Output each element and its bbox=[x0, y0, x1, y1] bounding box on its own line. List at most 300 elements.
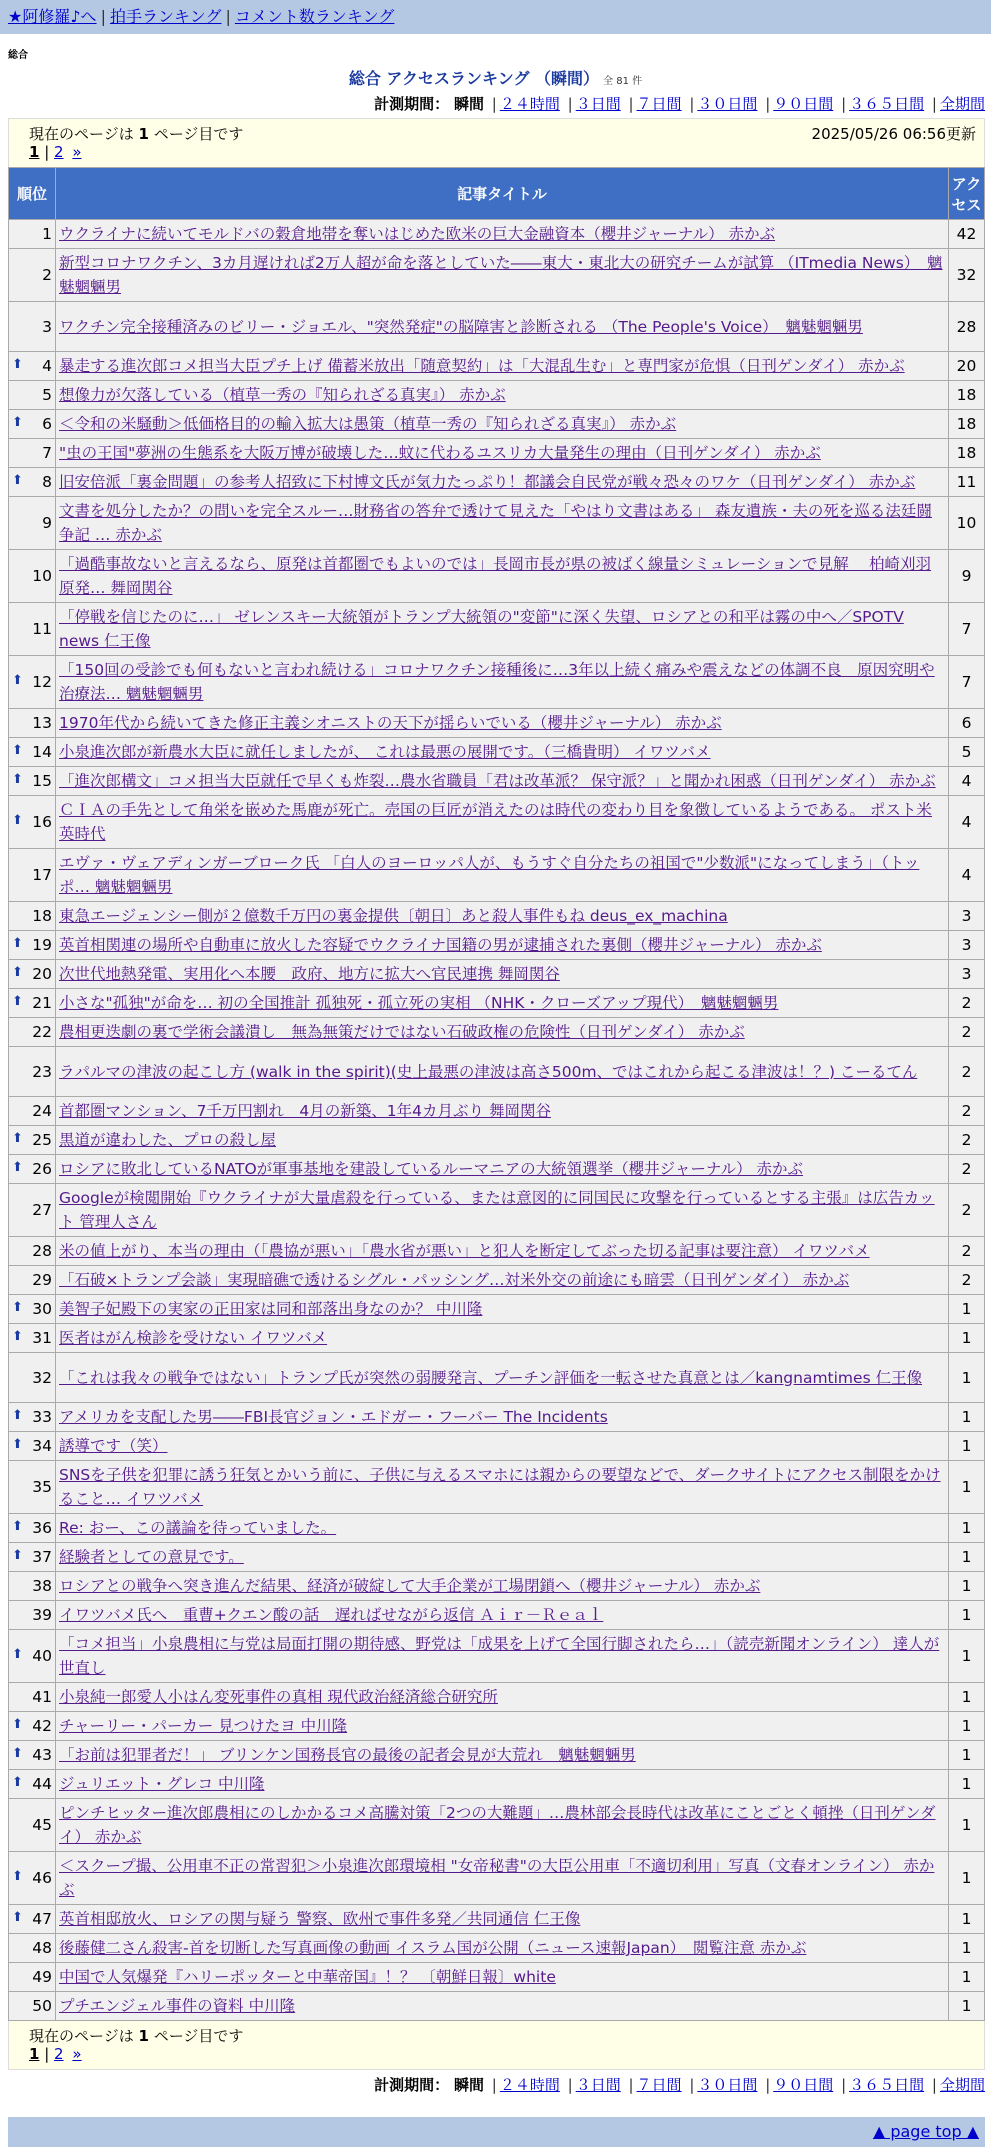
rank-number: 9 bbox=[42, 514, 52, 532]
period-link-all[interactable]: 全期間 bbox=[939, 95, 985, 113]
rank-number: 33 bbox=[32, 1408, 52, 1426]
period-selector-top: 計測期間： 瞬間 | ２４時間 | ３日間 | ７日間 | ３０日間 | ９０日間 | ３６５日間 | 全期間 bbox=[374, 95, 985, 113]
title-cell bbox=[56, 1097, 949, 1126]
rank-number: 8 bbox=[42, 473, 52, 491]
up-arrow-icon: ⬆ bbox=[12, 1746, 23, 1761]
page-link-2-bottom[interactable]: 2 bbox=[54, 2045, 64, 2063]
table-row bbox=[9, 1461, 985, 1514]
rank-cell bbox=[9, 381, 56, 410]
title-cell bbox=[56, 1934, 949, 1963]
rank-number: 48 bbox=[32, 1939, 52, 1957]
title-cell bbox=[56, 352, 949, 381]
article-link[interactable]: 「コメ担当」小泉農相に与党は局面打開の期待感、野党は「成果を上げて全国行脚されたら…」（読売新聞オンライン） 達人が世直し bbox=[59, 1635, 940, 1677]
up-arrow-icon: ⬆ bbox=[12, 743, 23, 758]
title-cell bbox=[56, 1461, 949, 1514]
page-next-link-bottom[interactable]: » bbox=[72, 2045, 82, 2063]
rank-number: 49 bbox=[32, 1968, 52, 1986]
table-row bbox=[9, 931, 985, 960]
rank-cell bbox=[9, 1712, 56, 1741]
article-link[interactable]: エヴァ・ヴェアディンガーブローク氏 「白人のヨーロッパ人が、もうすぐ自分たちの祖国で"少数派"になってしまう」（トッポ… 魑魅魍魎男 bbox=[59, 854, 920, 896]
access-count: 1 bbox=[949, 1324, 985, 1353]
rank-number: 43 bbox=[32, 1746, 52, 1764]
article-link[interactable]: 小さな"孤独"が命を… 初の全国推計 孤独死・孤立死の実相 （NHK・クローズアップ現代） 魑魅魍魎男 bbox=[59, 994, 779, 1012]
access-count: 1 bbox=[949, 1461, 985, 1514]
table-row bbox=[9, 220, 985, 249]
page-link-2[interactable]: 2 bbox=[54, 143, 64, 161]
access-count: 1 bbox=[949, 1770, 985, 1799]
article-link[interactable]: 「過酷事故ないと言えるなら、原発は首都圏でもよいのでは」長岡市長が県の被ばく線量シミュレーションで見解 柏崎刈羽原発… 舞岡関谷 bbox=[59, 555, 932, 597]
rank-cell bbox=[9, 931, 56, 960]
article-link[interactable]: 誘導です（笑） bbox=[59, 1437, 168, 1455]
rank-number: 23 bbox=[32, 1062, 52, 1081]
rank-number: 37 bbox=[32, 1548, 52, 1566]
access-count: 28 bbox=[949, 302, 985, 352]
rank-cell bbox=[9, 1461, 56, 1514]
table-row bbox=[9, 1126, 985, 1155]
article-link[interactable]: ウクライナに続いてモルドバの穀倉地帯を奪いはじめた欧米の巨大金融資本（櫻井ジャーナル） 赤かぶ bbox=[59, 225, 776, 243]
total-count: 全 81 件 bbox=[603, 76, 643, 87]
article-link[interactable]: 「石破×トランプ会談」実現暗礁で透けるシグル・パッシング…対米外交の前途にも暗雲（日刊ゲンダイ） 赤かぶ bbox=[59, 1271, 850, 1289]
title-cell bbox=[56, 410, 949, 439]
article-link[interactable]: 英首相邸放火、ロシアの関与疑う 警察、欧州で事件多発／共同通信 仁王像 bbox=[59, 1910, 581, 1928]
rank-number: 7 bbox=[42, 444, 52, 462]
rank-cell bbox=[9, 1184, 56, 1237]
rank-cell bbox=[9, 1770, 56, 1799]
period-label: 計測期間： bbox=[374, 95, 450, 113]
access-count: 3 bbox=[949, 960, 985, 989]
period-link-7d[interactable]: ７日間 bbox=[636, 95, 682, 113]
table-row bbox=[9, 1601, 985, 1630]
period-link-7d-bottom[interactable]: ７日間 bbox=[636, 2076, 682, 2094]
rank-cell bbox=[9, 1353, 56, 1403]
title-cell bbox=[56, 1630, 949, 1683]
rank-number: 1 bbox=[42, 225, 52, 243]
period-link-365d-bottom[interactable]: ３６５日間 bbox=[849, 2076, 925, 2094]
rank-number: 45 bbox=[32, 1816, 52, 1834]
rank-cell bbox=[9, 603, 56, 656]
access-count: 11 bbox=[949, 468, 985, 497]
article-link[interactable]: "虫の王国"夢洲の生態系を大阪万博が破壊した…蚊に代わるユスリカ大量発生の理由（日刊ゲンダイ） 赤かぶ bbox=[59, 444, 821, 462]
access-count: 1 bbox=[949, 1432, 985, 1461]
title-cell bbox=[56, 439, 949, 468]
rank-number: 20 bbox=[32, 965, 52, 983]
period-link-24h[interactable]: ２４時間 bbox=[499, 95, 560, 113]
table-row bbox=[9, 1237, 985, 1266]
access-count: 4 bbox=[949, 796, 985, 849]
article-link[interactable]: ワクチン完全接種済みのビリー・ジョエル、"突然発症"の脳障害と診断される （The People's Voice） 魑魅魍魎男 bbox=[59, 317, 863, 336]
article-link[interactable]: Googleが検閲開始『ウクライナが大量虐殺を行っている、または意図的に同国民に攻撃を行っているとする主張』は広告カット 管理人さん bbox=[59, 1189, 935, 1231]
up-arrow-icon: ⬆ bbox=[12, 1548, 23, 1563]
access-count: 18 bbox=[949, 410, 985, 439]
access-count: 10 bbox=[949, 497, 985, 550]
access-count: 18 bbox=[949, 439, 985, 468]
access-count: 32 bbox=[949, 249, 985, 302]
rank-number: 26 bbox=[32, 1160, 52, 1178]
rank-cell bbox=[9, 1403, 56, 1432]
article-link[interactable]: 暴走する進次郎コメ担当大臣プチ上げ 備蓄米放出「随意契約」は「大混乱生む」と専門家が危惧（日刊ゲンダイ） 赤かぶ bbox=[59, 357, 905, 375]
article-link[interactable]: 「停戦を信じたのに…」 ゼレンスキー大統領がトランプ大統領の"変節"に深く失望、ロシアとの和平は霧の中へ／SPOTV news 仁王像 bbox=[59, 608, 904, 650]
rank-cell bbox=[9, 1266, 56, 1295]
title-cell bbox=[56, 1543, 949, 1572]
rank-cell bbox=[9, 1126, 56, 1155]
footer-bar bbox=[8, 2117, 985, 2147]
article-link[interactable]: 1970年代から続いてきた修正主義シオニストの天下が揺らいでいる（櫻井ジャーナル） 赤かぶ bbox=[59, 714, 722, 732]
rank-cell bbox=[9, 1097, 56, 1126]
article-link[interactable]: 小泉進次郎が新農水大臣に就任しましたが、 これは最悪の展開です。（三橋貴明） イワツバメ bbox=[59, 743, 711, 761]
article-link[interactable]: 東急エージェンシー側が２億数千万円の裏金提供〔朝日〕あと殺人事件もね deus_ex_machina bbox=[59, 907, 728, 925]
period-link-3d[interactable]: ３日間 bbox=[575, 95, 621, 113]
rank-number: 30 bbox=[32, 1300, 52, 1318]
header-rank: 順位 bbox=[9, 168, 56, 220]
table-row bbox=[9, 1934, 985, 1963]
rank-cell bbox=[9, 497, 56, 550]
article-link[interactable]: 黒道が違わした、プロの殺し屋 bbox=[59, 1131, 277, 1149]
rank-number: 29 bbox=[32, 1271, 52, 1289]
rank-number: 15 bbox=[32, 772, 52, 790]
period-link-30d-bottom[interactable]: ３０日間 bbox=[697, 2076, 758, 2094]
title-cell bbox=[56, 1514, 949, 1543]
rank-number: 25 bbox=[32, 1131, 52, 1149]
article-link[interactable]: 小泉純一郎愛人小はん変死事件の真相 現代政治経済総合研究所 bbox=[59, 1688, 498, 1706]
up-arrow-icon: ⬆ bbox=[12, 813, 23, 828]
title-cell bbox=[56, 738, 949, 767]
rank-number: 22 bbox=[32, 1023, 52, 1041]
access-count: 4 bbox=[949, 767, 985, 796]
article-link[interactable]: 新型コロナワクチン、3カ月遅ければ2万人超が命を落としていた――東大・東北大の研究チームが試算 （ITmedia News） 魑魅魍魎男 bbox=[59, 254, 943, 296]
rank-number: 38 bbox=[32, 1577, 52, 1595]
title-cell bbox=[56, 656, 949, 709]
table-row bbox=[9, 439, 985, 468]
title-cell bbox=[56, 1266, 949, 1295]
article-link[interactable]: 農相更迭劇の裏で学術会議潰し 無為無策だけではない石破政権の危険性（日刊ゲンダイ） 赤かぶ bbox=[59, 1023, 745, 1041]
table-row bbox=[9, 709, 985, 738]
access-count: 2 bbox=[949, 1047, 985, 1097]
rank-cell bbox=[9, 1905, 56, 1934]
rank-cell bbox=[9, 1963, 56, 1992]
article-link[interactable]: イワツバメ氏へ 重曹+クエン酸の話 遅ればせながら返信 Ａｉｒ－Ｒｅａｌ bbox=[59, 1606, 604, 1624]
rank-number: 39 bbox=[32, 1606, 52, 1624]
access-count: 2 bbox=[949, 1266, 985, 1295]
access-count: 1 bbox=[949, 1572, 985, 1601]
rank-cell bbox=[9, 1601, 56, 1630]
rank-cell bbox=[9, 220, 56, 249]
up-arrow-icon: ⬆ bbox=[12, 965, 23, 980]
rank-cell bbox=[9, 1295, 56, 1324]
title-cell bbox=[56, 989, 949, 1018]
table-row bbox=[9, 849, 985, 902]
table-row bbox=[9, 1799, 985, 1852]
rank-number: 5 bbox=[42, 386, 52, 404]
table-row bbox=[9, 249, 985, 302]
pager-top: 現在のページは 1 ページ目です 2025/05/26 06:56更新 1 | 2 » bbox=[8, 118, 985, 167]
rank-number: 6 bbox=[42, 415, 52, 433]
title-cell bbox=[56, 1126, 949, 1155]
rank-cell bbox=[9, 1934, 56, 1963]
table-row bbox=[9, 738, 985, 767]
period-link-3d-bottom[interactable]: ３日間 bbox=[575, 2076, 621, 2094]
access-count: 9 bbox=[949, 550, 985, 603]
title-cell bbox=[56, 603, 949, 656]
table-row bbox=[9, 989, 985, 1018]
rank-cell bbox=[9, 1514, 56, 1543]
page-title-text: 総合 アクセスランキング （瞬間） bbox=[348, 69, 600, 88]
rank-cell bbox=[9, 302, 56, 352]
article-link[interactable]: 次世代地熱発電、実用化へ本腰 政府、地方に拡大へ官民連携 舞岡関谷 bbox=[59, 965, 560, 983]
rank-cell bbox=[9, 1155, 56, 1184]
top-nav: ★阿修羅♪へ | 拍手ランキング | コメント数ランキング bbox=[0, 0, 991, 34]
table-row bbox=[9, 1852, 985, 1905]
article-link[interactable]: 美智子妃殿下の実家の正田家は同和部落出身なのか？ 中川隆 bbox=[59, 1300, 483, 1318]
nav-link-clap-ranking[interactable]: 拍手ランキング bbox=[109, 7, 222, 26]
table-row bbox=[9, 1992, 985, 2021]
ranking-table bbox=[8, 167, 985, 2021]
rank-cell bbox=[9, 1432, 56, 1461]
period-current-bottom: 瞬間 bbox=[453, 2076, 484, 2094]
article-link[interactable]: ピンチヒッター進次郎農相にのしかかるコメ高騰対策「2つの大難題」…農林部会長時代は改革にことごとく頓挫（日刊ゲンダイ） 赤かぶ bbox=[59, 1804, 936, 1846]
rank-cell bbox=[9, 656, 56, 709]
table-row bbox=[9, 352, 985, 381]
article-link[interactable]: 「150回の受診でも何もないと言われ続ける」コロナワクチン接種後に…3年以上続く痛みや震えなどの体調不良 原因究明や治療法… 魑魅魍魎男 bbox=[59, 661, 935, 703]
title-cell bbox=[56, 1237, 949, 1266]
access-count: 18 bbox=[949, 381, 985, 410]
article-link[interactable]: 後藤健二さん殺害-首を切断した写真画像の動画 イスラム国が公開（ニュース速報Japan） 閲覧注意 赤かぶ bbox=[59, 1939, 807, 1957]
rank-cell bbox=[9, 439, 56, 468]
table-row bbox=[9, 302, 985, 352]
title-cell bbox=[56, 1155, 949, 1184]
rank-number: 14 bbox=[32, 743, 52, 761]
rank-number: 27 bbox=[32, 1201, 52, 1219]
rank-cell bbox=[9, 1018, 56, 1047]
table-row bbox=[9, 1155, 985, 1184]
access-count: 2 bbox=[949, 1237, 985, 1266]
table-row bbox=[9, 1630, 985, 1683]
article-link[interactable]: ロシアとの戦争へ突き進んだ結果、経済が破綻して大手企業が工場閉鎖へ（櫻井ジャーナル） 赤かぶ bbox=[59, 1577, 761, 1595]
up-arrow-icon: ⬆ bbox=[12, 1408, 23, 1423]
access-count: 1 bbox=[949, 1963, 985, 1992]
up-arrow-icon: ⬆ bbox=[12, 415, 23, 430]
rank-cell bbox=[9, 989, 56, 1018]
title-cell bbox=[56, 381, 949, 410]
rank-number: 50 bbox=[32, 1997, 52, 2015]
article-link[interactable]: SNSを子供を犯罪に誘う狂気とかいう前に、子供に与えるスマホには親からの要望などで、ダークサイトにアクセス制限をかけること… イワツバメ bbox=[59, 1466, 941, 1508]
access-count: 2 bbox=[949, 1097, 985, 1126]
up-arrow-icon: ⬆ bbox=[12, 1131, 23, 1146]
table-row bbox=[9, 1741, 985, 1770]
title-cell bbox=[56, 302, 949, 352]
rank-number: 32 bbox=[32, 1368, 52, 1387]
rank-cell bbox=[9, 738, 56, 767]
up-arrow-icon: ⬆ bbox=[12, 772, 23, 787]
title-cell bbox=[56, 1572, 949, 1601]
article-link[interactable]: ラパルマの津波の起こし方 (walk in the spirit)(史上最悪の津波は高さ500m、ではこれから起こる津波は！？) こーるてん bbox=[59, 1062, 918, 1081]
access-count: 1 bbox=[949, 1543, 985, 1572]
access-count: 1 bbox=[949, 1295, 985, 1324]
up-arrow-icon: ⬆ bbox=[12, 1160, 23, 1175]
title-cell bbox=[56, 1683, 949, 1712]
article-link[interactable]: ロシアに敗北しているNATOが軍事基地を建設しているルーマニアの大統領選挙（櫻井ジャーナル） 赤かぶ bbox=[59, 1160, 804, 1178]
title-cell bbox=[56, 1905, 949, 1934]
title-cell bbox=[56, 497, 949, 550]
rank-cell bbox=[9, 1324, 56, 1353]
up-arrow-icon: ⬆ bbox=[12, 1519, 23, 1534]
title-cell bbox=[56, 1741, 949, 1770]
rank-cell bbox=[9, 709, 56, 738]
article-link[interactable]: チャーリー・パーカー 見つけたヨ 中川隆 bbox=[59, 1717, 348, 1735]
rank-number: 34 bbox=[32, 1437, 52, 1455]
nav-link-asyura[interactable]: ★阿修羅♪へ bbox=[8, 7, 97, 26]
access-count: 1 bbox=[949, 1934, 985, 1963]
table-row bbox=[9, 960, 985, 989]
table-row bbox=[9, 1712, 985, 1741]
table-row bbox=[9, 1770, 985, 1799]
article-link[interactable]: 「進次郎構文」コメ担当大臣就任で早くも炸裂…農水省職員「君は改革派？ 保守派？」と聞かれ困惑（日刊ゲンダイ） 赤かぶ bbox=[59, 772, 936, 790]
up-arrow-icon: ⬆ bbox=[12, 673, 23, 688]
rank-cell bbox=[9, 1237, 56, 1266]
up-arrow-icon: ⬆ bbox=[12, 1437, 23, 1452]
article-link[interactable]: 「これは我々の戦争ではない」トランプ氏が突然の弱腰発言、プーチン評価を一転させた真意とは／kangnamtimes 仁王像 bbox=[59, 1368, 923, 1387]
rank-number: 46 bbox=[32, 1869, 52, 1887]
access-count: 1 bbox=[949, 1741, 985, 1770]
access-count: 3 bbox=[949, 902, 985, 931]
article-link[interactable]: 英首相関連の場所や自動車に放火した容疑でウクライナ国籍の男が逮捕された裏側（櫻井ジャーナル） 赤かぶ bbox=[59, 936, 822, 954]
rank-cell bbox=[9, 960, 56, 989]
access-count: 2 bbox=[949, 1184, 985, 1237]
article-link[interactable]: 文書を処分したか？の問いを完全スルー…財務省の答弁で透けて見えた「やはり文書はある」 森友遺族・夫の死を巡る法廷闘争記 … 赤かぶ bbox=[59, 502, 932, 544]
table-row bbox=[9, 468, 985, 497]
rank-cell bbox=[9, 1799, 56, 1852]
rank-number: 18 bbox=[32, 907, 52, 925]
rank-number: 2 bbox=[42, 266, 52, 284]
article-link[interactable]: ジュリエット・グレコ 中川隆 bbox=[59, 1775, 265, 1793]
table-row bbox=[9, 1432, 985, 1461]
period-selector-bottom: 計測期間： 瞬間 | ２４時間 | ３日間 | ７日間 | ３０日間 | ９０日間 | ３６５日間 | 全期間 bbox=[374, 2076, 985, 2094]
period-link-90d[interactable]: ９０日間 bbox=[773, 95, 834, 113]
page-top-link[interactable]: ▲ page top ▲ bbox=[872, 2122, 979, 2141]
article-link[interactable]: 米の値上がり、本当の理由（「農協が悪い」「農水省が悪い」と犯人を断定してぶった切る記事は要注意） イワツバメ bbox=[59, 1242, 870, 1260]
up-arrow-icon: ⬆ bbox=[12, 357, 23, 372]
rank-cell bbox=[9, 1741, 56, 1770]
table-row bbox=[9, 1097, 985, 1126]
up-arrow-icon: ⬆ bbox=[12, 994, 23, 1009]
access-count: 1 bbox=[949, 1799, 985, 1852]
up-arrow-icon: ⬆ bbox=[12, 1910, 23, 1925]
period-link-30d[interactable]: ３０日間 bbox=[697, 95, 758, 113]
table-header-row bbox=[9, 168, 985, 220]
rank-number: 35 bbox=[32, 1478, 52, 1496]
access-count: 1 bbox=[949, 1712, 985, 1741]
table-row bbox=[9, 656, 985, 709]
article-link[interactable]: 医者はがん検診を受けない イワツバメ bbox=[59, 1329, 328, 1347]
title-cell bbox=[56, 796, 949, 849]
title-cell bbox=[56, 468, 949, 497]
period-link-24h-bottom[interactable]: ２４時間 bbox=[499, 2076, 560, 2094]
article-link[interactable]: プチエンジェル事件の資料 中川隆 bbox=[59, 1997, 296, 2015]
rank-cell bbox=[9, 410, 56, 439]
article-link[interactable]: 首都圏マンション、7千万円割れ 4月の新築、1年4カ月ぶり 舞岡関谷 bbox=[59, 1102, 551, 1120]
rank-cell bbox=[9, 796, 56, 849]
rank-number: 24 bbox=[32, 1102, 52, 1120]
table-row bbox=[9, 1295, 985, 1324]
table-row bbox=[9, 550, 985, 603]
up-arrow-icon: ⬆ bbox=[12, 1300, 23, 1315]
rank-cell bbox=[9, 468, 56, 497]
rank-number: 28 bbox=[32, 1242, 52, 1260]
title-cell bbox=[56, 220, 949, 249]
article-link[interactable]: ＜スクープ撮、公用車不正の常習犯＞小泉進次郎環境相 "女帝秘書"の大臣公用車「不適切利用」写真（文春オンライン） 赤かぶ bbox=[59, 1857, 935, 1899]
rank-number: 19 bbox=[32, 936, 52, 954]
pager-bottom: 現在のページは 1 ページ目です 1 | 2 » bbox=[8, 2021, 985, 2070]
rank-number: 13 bbox=[32, 714, 52, 732]
nav-link-comment-ranking[interactable]: コメント数ランキング bbox=[234, 7, 395, 26]
article-link[interactable]: 経験者としての意見です。 bbox=[59, 1548, 244, 1566]
table-row bbox=[9, 1963, 985, 1992]
article-link[interactable]: Re: おー、この議論を待っていました。 bbox=[59, 1519, 337, 1537]
title-cell bbox=[56, 767, 949, 796]
table-row bbox=[9, 1683, 985, 1712]
rank-cell bbox=[9, 902, 56, 931]
up-arrow-icon: ⬆ bbox=[12, 1647, 23, 1662]
period-label-bottom: 計測期間： bbox=[374, 2076, 450, 2094]
title-cell bbox=[56, 1852, 949, 1905]
access-count: 5 bbox=[949, 738, 985, 767]
access-count: 3 bbox=[949, 931, 985, 960]
access-count: 42 bbox=[949, 220, 985, 249]
period-link-all-bottom[interactable]: 全期間 bbox=[939, 2076, 985, 2094]
rank-cell bbox=[9, 352, 56, 381]
title-cell bbox=[56, 1963, 949, 1992]
period-link-90d-bottom[interactable]: ９０日間 bbox=[773, 2076, 834, 2094]
title-cell bbox=[56, 1712, 949, 1741]
title-cell bbox=[56, 709, 949, 738]
access-count: 1 bbox=[949, 1601, 985, 1630]
access-count: 20 bbox=[949, 352, 985, 381]
article-link[interactable]: ＜令和の米騒動＞低価格目的の輸入拡大は愚策（植草一秀の『知られざる真実』） 赤かぶ bbox=[59, 415, 677, 433]
page-next-link[interactable]: » bbox=[72, 143, 82, 161]
access-count: 2 bbox=[949, 1155, 985, 1184]
access-count: 1 bbox=[949, 1683, 985, 1712]
table-row bbox=[9, 1047, 985, 1097]
title-cell bbox=[56, 1324, 949, 1353]
access-count: 1 bbox=[949, 1852, 985, 1905]
page-current: 1 bbox=[29, 143, 40, 161]
article-link[interactable]: 「お前は犯罪者だ！」 ブリンケン国務長官の最後の記者会見が大荒れ 魑魅魍魎男 bbox=[59, 1746, 636, 1764]
article-link[interactable]: 中国で人気爆発『ハリーポッターと中華帝国』！？ 〔朝鮮日報〕white bbox=[59, 1968, 556, 1986]
up-arrow-icon: ⬆ bbox=[12, 473, 23, 488]
article-link[interactable]: 想像力が欠落している（植草一秀の『知られざる真実』） 赤かぶ bbox=[59, 386, 506, 404]
access-count: 1 bbox=[949, 1403, 985, 1432]
rank-number: 3 bbox=[42, 317, 52, 336]
rank-cell bbox=[9, 550, 56, 603]
article-link[interactable]: アメリカを支配した男――FBI長官ジョン・エドガー・フーバー The Incidents bbox=[59, 1408, 608, 1426]
up-arrow-icon: ⬆ bbox=[12, 1717, 23, 1732]
title-cell bbox=[56, 1601, 949, 1630]
table-row bbox=[9, 1572, 985, 1601]
title-cell bbox=[56, 931, 949, 960]
rank-number: 16 bbox=[32, 813, 52, 831]
table-row bbox=[9, 497, 985, 550]
article-link[interactable]: 旧安倍派「裏金問題」の参考人招致に下村博文氏が気力たっぷり！都議会自民党が戦々恐々のワケ（日刊ゲンダイ） 赤かぶ bbox=[59, 473, 916, 491]
access-count: 1 bbox=[949, 1630, 985, 1683]
up-arrow-icon: ⬆ bbox=[12, 1329, 23, 1344]
table-row bbox=[9, 767, 985, 796]
rank-cell bbox=[9, 249, 56, 302]
title-cell bbox=[56, 902, 949, 931]
article-link[interactable]: ＣＩＡの手先として角栄を嵌めた馬鹿が死亡。売国の巨匠が消えたのは時代の変わり目を象徴しているようである。 ポスト米英時代 bbox=[59, 801, 932, 843]
access-count: 1 bbox=[949, 1514, 985, 1543]
rank-number: 42 bbox=[32, 1717, 52, 1735]
access-count: 6 bbox=[949, 709, 985, 738]
period-link-365d[interactable]: ３６５日間 bbox=[849, 95, 925, 113]
